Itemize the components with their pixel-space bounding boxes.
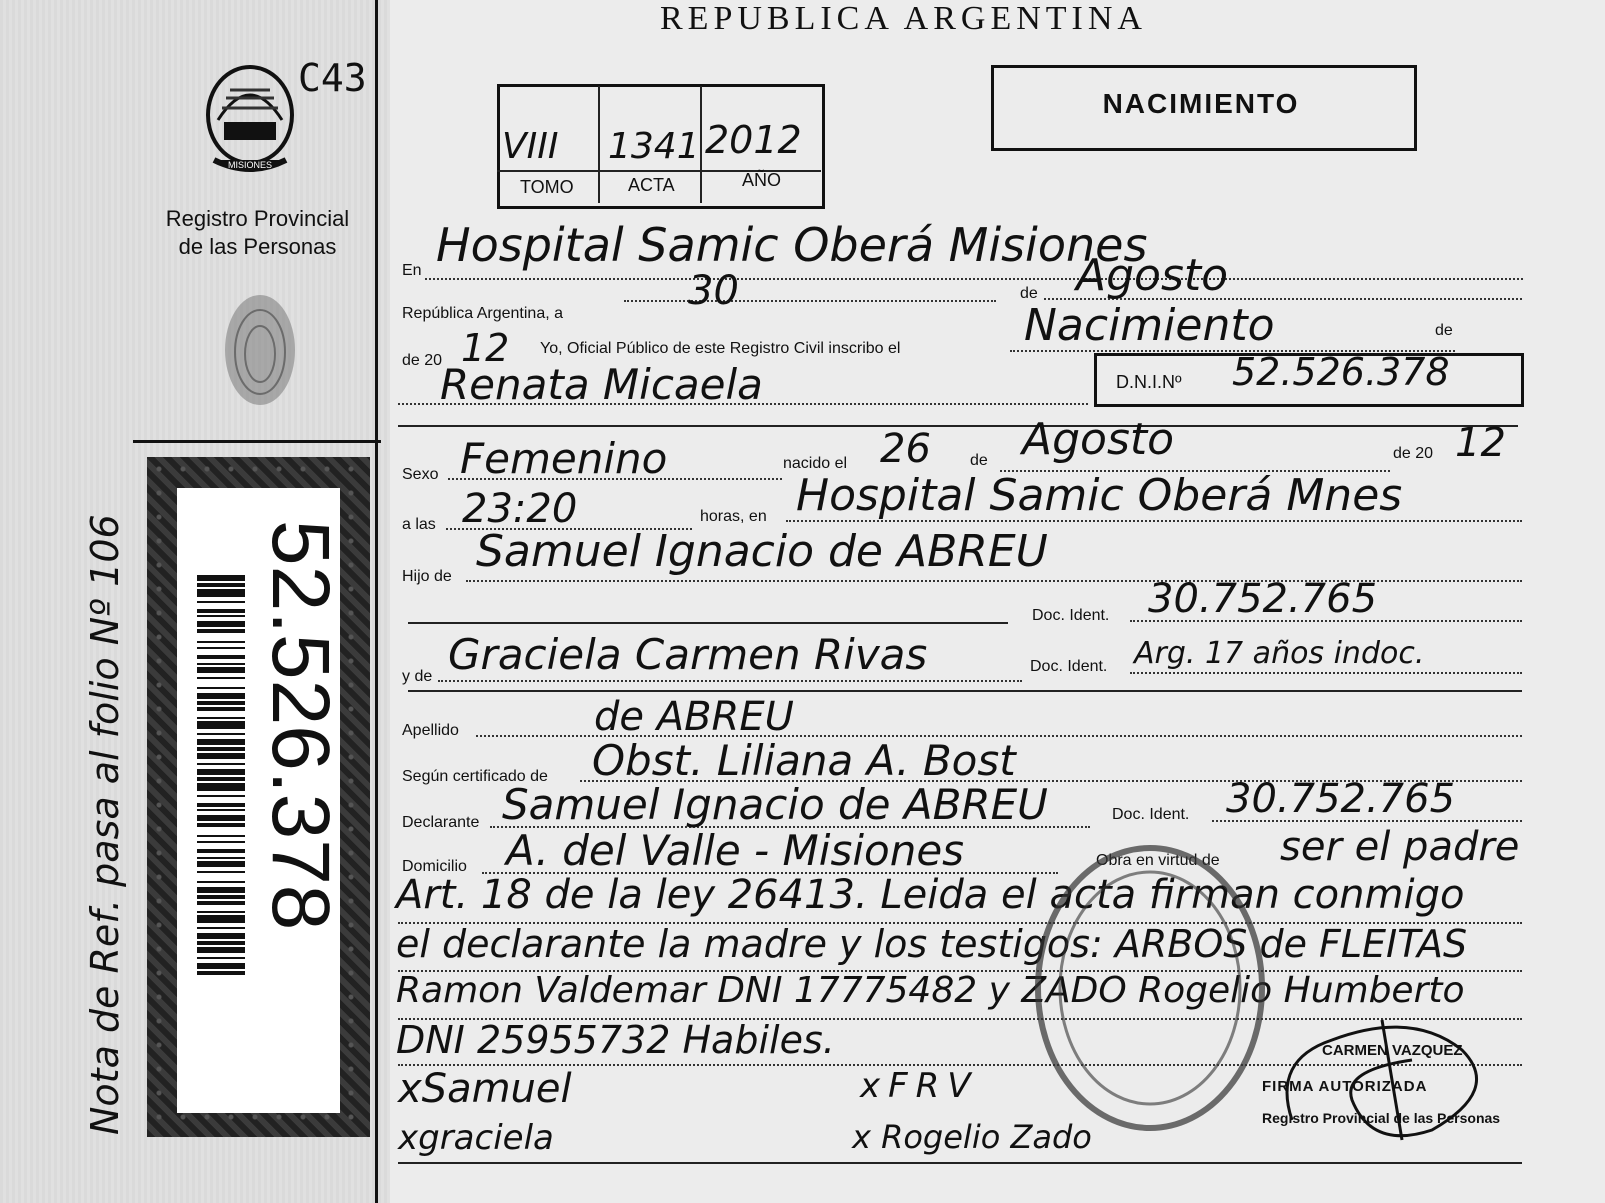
- margin-note: [60, 485, 150, 1145]
- horas-label: horas, en: [700, 508, 767, 525]
- section-rule: [408, 690, 1522, 692]
- nacido-label: nacido el: [783, 455, 848, 472]
- seal-code: C43: [298, 56, 367, 100]
- bottom-rule: [398, 1162, 1522, 1164]
- yde-label: y de: [402, 668, 433, 685]
- sexo-label: Sexo: [402, 466, 439, 483]
- acta-label: ACTA: [628, 175, 675, 195]
- fill-line: [624, 300, 996, 302]
- republica-label: República Argentina, a: [402, 305, 563, 322]
- dni-value: 52.526.378: [1232, 350, 1450, 394]
- registry-name: [150, 205, 365, 261]
- hijo-label: Hijo de: [402, 568, 452, 585]
- hora-nacimiento: 23:20: [462, 486, 578, 532]
- texto-linea-4: DNI 25955732 Habiles.: [396, 1018, 835, 1062]
- margin-note-text: Nota de Ref. pasa al folio Nº 106: [83, 514, 127, 1135]
- padre-nombre: Samuel Ignacio de ABREU: [476, 526, 1048, 577]
- fingerprint-smudge: [205, 280, 315, 420]
- section-rule: [398, 425, 1518, 427]
- doc-label-2: Doc. Ident.: [1030, 658, 1108, 675]
- official-stamp-icon: [1030, 838, 1270, 1138]
- registry-line-1: Registro Provincial: [165, 206, 350, 231]
- firma-autorizada-label: FIRMA AUTORIZADA: [1262, 1078, 1428, 1095]
- padre-doc: 30.752.765: [1148, 576, 1378, 622]
- oficial-label: Yo, Oficial Público de este Registro Civil inscribo el: [540, 340, 901, 357]
- dia-nacimiento: 26: [880, 426, 931, 472]
- svg-text:MISIONES: MISIONES: [227, 160, 273, 170]
- madre-doc: Arg. 17 años indoc.: [1134, 636, 1425, 671]
- declarante-label: Declarante: [402, 814, 480, 831]
- firma-declarante: xSamuel: [398, 1066, 572, 1112]
- barcode-number-text: 52.526.378: [255, 520, 345, 931]
- tipo-inscripcion: Nacimiento: [1024, 300, 1275, 351]
- mes-registro: Agosto: [1076, 250, 1229, 301]
- registry-line-2: de las Personas: [178, 234, 337, 259]
- sexo-value: Femenino: [460, 434, 668, 483]
- barcode-number: [245, 480, 345, 1120]
- apellido-value: de ABREU: [594, 694, 794, 740]
- doc-label: Doc. Ident.: [1032, 607, 1110, 624]
- de-label-3: de: [970, 452, 988, 469]
- firma-madre: xgraciela: [398, 1118, 554, 1158]
- form-left-border: [375, 0, 384, 1203]
- dni-label: D.N.I.Nº: [1116, 372, 1182, 392]
- fill-line: [425, 278, 1523, 280]
- box-divider: [700, 86, 702, 203]
- strip-divider: [133, 440, 381, 443]
- lugar-inscripcion: Hospital Samic Oberá Misiones: [436, 218, 1148, 272]
- anio-registro: 12: [461, 326, 510, 370]
- de20-label-2: de 20: [1393, 445, 1434, 462]
- anio-value: 2012: [705, 118, 802, 162]
- doc-label-3: Doc. Ident.: [1112, 806, 1190, 823]
- firma-testigo-2: x Rogelio Zado: [852, 1118, 1092, 1156]
- domicilio-label: Domicilio: [402, 858, 467, 875]
- record-type: NACIMIENTO: [1102, 88, 1300, 119]
- registro-pie: Registro Provincial de las Personas: [1262, 1110, 1501, 1126]
- country-title: REPUBLICA ARGENTINA: [660, 0, 1147, 37]
- anio-nacimiento: 12: [1455, 420, 1506, 466]
- box-divider: [598, 86, 600, 203]
- domicilio-value: A. del Valle - Misiones: [506, 826, 965, 875]
- firma-testigo-1: xFRV: [860, 1066, 979, 1106]
- acta-value: 1341: [608, 126, 700, 167]
- certificante: Obst. Liliana A. Bost: [592, 736, 1016, 785]
- apellido-label: Apellido: [402, 722, 459, 739]
- mes-nacimiento: Agosto: [1022, 414, 1175, 465]
- texto-linea-1: Art. 18 de la ley 26413. Leida el acta firman conmigo: [396, 872, 1465, 918]
- fill-line: [1130, 672, 1522, 674]
- declarante-nombre: Samuel Ignacio de ABREU: [502, 780, 1048, 829]
- tomo-value: VIII: [502, 126, 559, 167]
- de20-label: de 20: [402, 352, 443, 369]
- fill-line: [408, 622, 1008, 624]
- obra-value: ser el padre: [1280, 824, 1520, 870]
- de-label-2: de: [1435, 322, 1453, 339]
- misiones-coat-of-arms-icon: [200, 60, 300, 180]
- obra-label: Obra en virtud de: [1096, 852, 1220, 869]
- de-label: de: [1020, 285, 1038, 302]
- authorized-signature-icon: [1262, 1000, 1522, 1150]
- texto-linea-3: Ramon Valdemar DNI 17775482 y ZADO Rogelio Humberto: [396, 970, 1465, 1011]
- tomo-label: TOMO: [520, 177, 574, 197]
- alas-label: a las: [402, 516, 436, 533]
- en-label: En: [402, 262, 422, 279]
- firmante-nombre: CARMEN VAZQUEZ: [1322, 1042, 1463, 1059]
- fill-line: [438, 680, 1022, 682]
- dia-registro: 30: [688, 268, 739, 314]
- anio-label: AÑO: [742, 170, 782, 190]
- lugar-nacimiento: Hospital Samic Oberá Mnes: [796, 470, 1403, 521]
- madre-nombre: Graciela Carmen Rivas: [448, 630, 928, 679]
- texto-linea-2: el declarante la madre y los testigos: ARBOS de FLEITAS: [396, 922, 1468, 966]
- segun-label: Según certificado de: [402, 768, 548, 785]
- nombre-inscripto: Renata Micaela: [440, 360, 763, 409]
- declarante-doc: 30.752.765: [1226, 776, 1456, 822]
- barcode-icon: [197, 575, 245, 980]
